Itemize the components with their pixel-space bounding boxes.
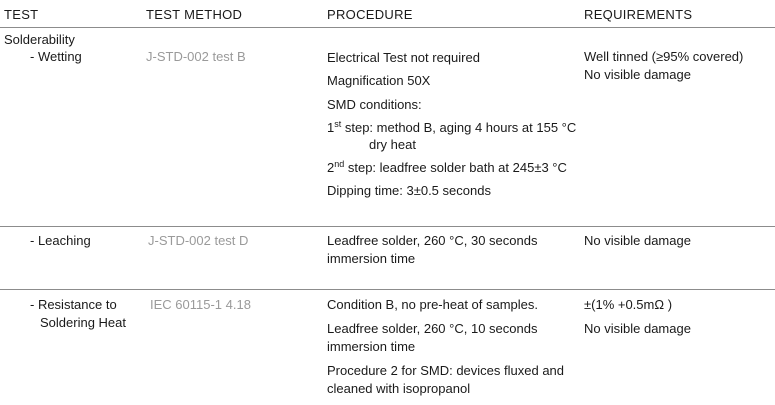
test-method: IEC 60115-1 4.18 (150, 297, 251, 312)
column-header-procedure: PROCEDURE (327, 7, 413, 22)
test-method: J-STD-002 test D (148, 233, 249, 248)
header-divider (0, 27, 775, 28)
requirement-line: No visible damage (584, 67, 691, 82)
test-name: - Wetting (30, 49, 82, 64)
test-name: - Leaching (30, 233, 91, 248)
requirement-line: No visible damage (584, 321, 691, 336)
procedure-line: Magnification 50X (327, 73, 431, 88)
column-header-requirements: REQUIREMENTS (584, 7, 693, 22)
procedure-line: 2nd step: leadfree solder bath at 245±3 °C (327, 159, 567, 175)
procedure-line: immersion time (327, 251, 416, 266)
requirement-line: Well tinned (≥95% covered) (584, 49, 744, 64)
procedure-line: SMD conditions: (327, 97, 422, 112)
procedure-line: Dipping time: 3±0.5 seconds (327, 183, 491, 198)
test-name: - Resistance to (30, 297, 117, 312)
test-method: J-STD-002 test B (146, 49, 246, 64)
requirement-line: ±(1% +0.5mΩ ) (584, 297, 673, 312)
column-header-test-method: TEST METHOD (146, 7, 243, 22)
requirement-line: No visible damage (584, 233, 691, 248)
procedure-line: dry heat (369, 137, 416, 152)
row-divider (0, 289, 775, 290)
procedure-line: Condition B, no pre-heat of samples. (327, 297, 539, 312)
row-divider (0, 226, 775, 227)
procedure-line: immersion time (327, 339, 416, 354)
procedure-line: Leadfree solder, 260 °C, 30 seconds (327, 233, 538, 248)
procedure-line: Leadfree solder, 260 °C, 10 seconds (327, 321, 538, 336)
group-title: Solderability (4, 32, 75, 47)
column-header-test: TEST (4, 7, 39, 22)
procedure-line: Procedure 2 for SMD: devices fluxed and (327, 363, 565, 378)
test-name: Soldering Heat (40, 315, 126, 330)
procedure-line: cleaned with isopropanol (327, 381, 471, 396)
procedure-line: 1st step: method B, aging 4 hours at 155 °C (327, 119, 577, 135)
procedure-line: Electrical Test not required (327, 50, 480, 65)
